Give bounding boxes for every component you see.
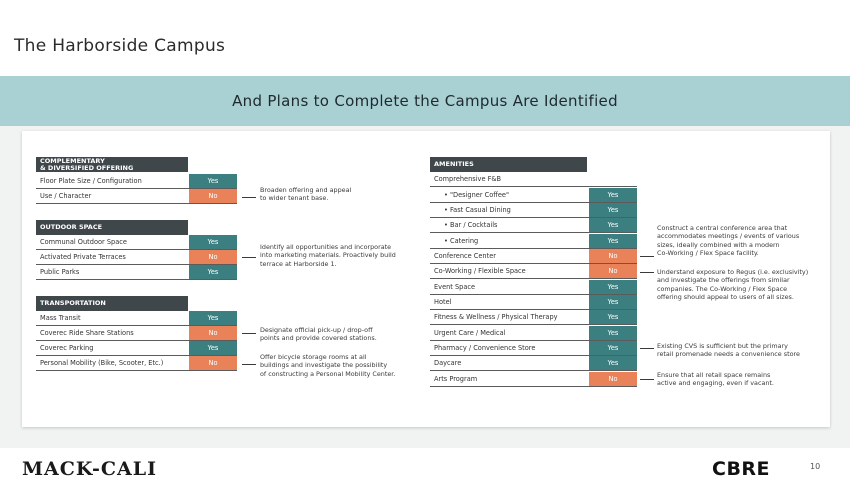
- table-row: [430, 295, 637, 310]
- table-row: [36, 311, 237, 326]
- row-label: Daycare: [434, 359, 462, 367]
- note-line: accommodates meetings / events of various: [657, 232, 800, 241]
- row-value: Yes: [189, 311, 237, 325]
- row-label: Use / Character: [40, 192, 92, 200]
- note-line: retail promenade needs a convenience store: [657, 350, 800, 359]
- row-label: Coverec Parking: [40, 344, 94, 352]
- row-value: Yes: [589, 234, 637, 248]
- note-line: buildings and investigate the possibility: [260, 361, 388, 370]
- row-value: No: [189, 326, 237, 340]
- table-row: [36, 265, 237, 280]
- note-line: of constructing a Personal Mobility Center.: [260, 369, 396, 378]
- row-value: Yes: [589, 295, 637, 309]
- row-label: Co-Working / Flexible Space: [434, 267, 526, 275]
- row-label: Coverec Ride Share Stations: [40, 329, 134, 337]
- row-value: Yes: [589, 188, 637, 202]
- table-row: [36, 174, 237, 189]
- note-line: Existing CVS is sufficient but the primary: [657, 342, 788, 350]
- row-value: Yes: [589, 326, 637, 340]
- row-value: No: [189, 250, 237, 264]
- note-designate: [260, 326, 377, 343]
- row-label: Mass Transit: [40, 314, 81, 322]
- table-row: [36, 356, 237, 371]
- row-label: Comprehensive F&B: [434, 175, 502, 183]
- row-value: Yes: [189, 174, 237, 188]
- row-label: Fitness & Wellness / Physical Therapy: [434, 313, 558, 321]
- section-header-amenities: AMENITIES: [430, 157, 587, 172]
- row-value: No: [589, 372, 637, 386]
- row-label: Hotel: [434, 298, 452, 306]
- note-line: Identify all opportunities and incorporate: [260, 243, 392, 251]
- row-label: Pharmacy / Convenience Store: [434, 344, 536, 352]
- note-pharmacy: [657, 342, 800, 359]
- row-value: Yes: [189, 341, 237, 355]
- table-row: [430, 218, 637, 233]
- note-line: and investigate the offerings from similar: [657, 276, 790, 285]
- row-label: Floor Plate Size / Configuration: [40, 177, 142, 185]
- connector-line: [242, 364, 256, 365]
- note-line: Co-Working / Flex Space facility.: [657, 248, 759, 257]
- row-label: Personal Mobility (Bike, Scooter, Etc.): [40, 359, 164, 367]
- connector-line: [242, 333, 256, 334]
- section-header-line: COMPLEMENTARY: [40, 157, 105, 165]
- row-label: • Catering: [444, 237, 479, 245]
- table-row: [430, 326, 637, 341]
- row-label: • Bar / Cocktails: [444, 221, 498, 229]
- table-row: [36, 341, 237, 356]
- note-arts: [657, 371, 774, 388]
- table-row: [430, 249, 637, 264]
- row-label: • "Designer Coffee": [444, 191, 509, 199]
- connector-line: [640, 379, 654, 380]
- banner-title: And Plans to Complete the Campus Are Identified: [232, 92, 618, 110]
- row-label: • Fast Casual Dining: [444, 206, 511, 214]
- row-label: Activated Private Terraces: [40, 253, 126, 261]
- page-title: The Harborside Campus: [14, 36, 226, 56]
- note-line: to wider tenant base.: [260, 194, 329, 203]
- mack-cali-logo: MACK-CALI: [22, 458, 158, 480]
- row-value: No: [189, 189, 237, 203]
- row-value: Yes: [589, 356, 637, 370]
- connector-line: [640, 348, 654, 349]
- note-line: active and engaging, even if vacant.: [657, 379, 774, 388]
- note-line: Construct a central conference area that: [657, 224, 788, 232]
- section-header-complementary: [36, 157, 188, 172]
- row-value: Yes: [589, 310, 637, 324]
- table-row: [36, 250, 237, 265]
- note-line: offering should appeal to users of all sizes.: [657, 292, 794, 301]
- note-line: Designate official pick-up / drop-off: [260, 326, 373, 334]
- note-bicycle: [260, 353, 395, 378]
- table-row: [430, 172, 637, 187]
- row-value: No: [189, 356, 237, 370]
- row-label: Event Space: [434, 283, 476, 291]
- row-value: Yes: [189, 265, 237, 279]
- note-line: terrace at Harborside 1.: [260, 259, 337, 268]
- section-header-line: & DIVERSIFIED OFFERING: [40, 164, 134, 172]
- table-row: [430, 188, 637, 203]
- connector-line: [640, 272, 654, 273]
- row-value: Yes: [589, 218, 637, 232]
- row-value: Yes: [589, 341, 637, 355]
- table-row: [430, 310, 637, 325]
- table-row: [430, 264, 637, 279]
- table-row: [430, 356, 637, 371]
- table-row: [430, 341, 637, 356]
- note-line: points and provide covered stations.: [260, 334, 377, 343]
- note-line: into marketing materials. Proactively build: [260, 251, 396, 260]
- row-value: Yes: [189, 235, 237, 249]
- connector-line: [640, 256, 654, 257]
- note-conference: [657, 224, 799, 257]
- connector-line: [242, 257, 256, 258]
- note-line: Offer bicycle storage rooms at all: [260, 353, 367, 361]
- section-header-outdoor: OUTDOOR SPACE: [36, 220, 188, 235]
- table-row: [36, 235, 237, 250]
- note-line: Understand exposure to Regus (i.e. exclusivity): [657, 268, 809, 276]
- connector-line: [242, 197, 256, 198]
- note-identify: [260, 243, 396, 268]
- row-value: Yes: [589, 203, 637, 217]
- note-broaden: [260, 186, 351, 203]
- note-line: companies. The Co-Working / Flex Space: [657, 284, 788, 293]
- row-value: Yes: [589, 280, 637, 294]
- page-number: 10: [810, 462, 821, 471]
- note-line: sizes, ideally combined with a modern: [657, 240, 780, 249]
- note-line: Ensure that all retail space remains: [657, 371, 771, 379]
- row-value: No: [589, 264, 637, 278]
- row-label: Arts Program: [434, 375, 478, 383]
- note-coworking: [657, 268, 808, 301]
- table-row: [430, 372, 637, 387]
- table-row: [430, 280, 637, 295]
- row-label: Conference Center: [434, 252, 496, 260]
- table-row: [430, 203, 637, 218]
- row-label: Urgent Care / Medical: [434, 329, 506, 337]
- section-header-transportation: TRANSPORTATION: [36, 296, 188, 311]
- row-label: Public Parks: [40, 268, 80, 276]
- cbre-logo: CBRE: [712, 458, 771, 480]
- table-row: [36, 189, 237, 204]
- table-row: [36, 326, 237, 341]
- row-value: No: [589, 249, 637, 263]
- note-line: Broaden offering and appeal: [260, 186, 352, 194]
- table-row: [430, 234, 637, 249]
- row-label: Communal Outdoor Space: [40, 238, 127, 246]
